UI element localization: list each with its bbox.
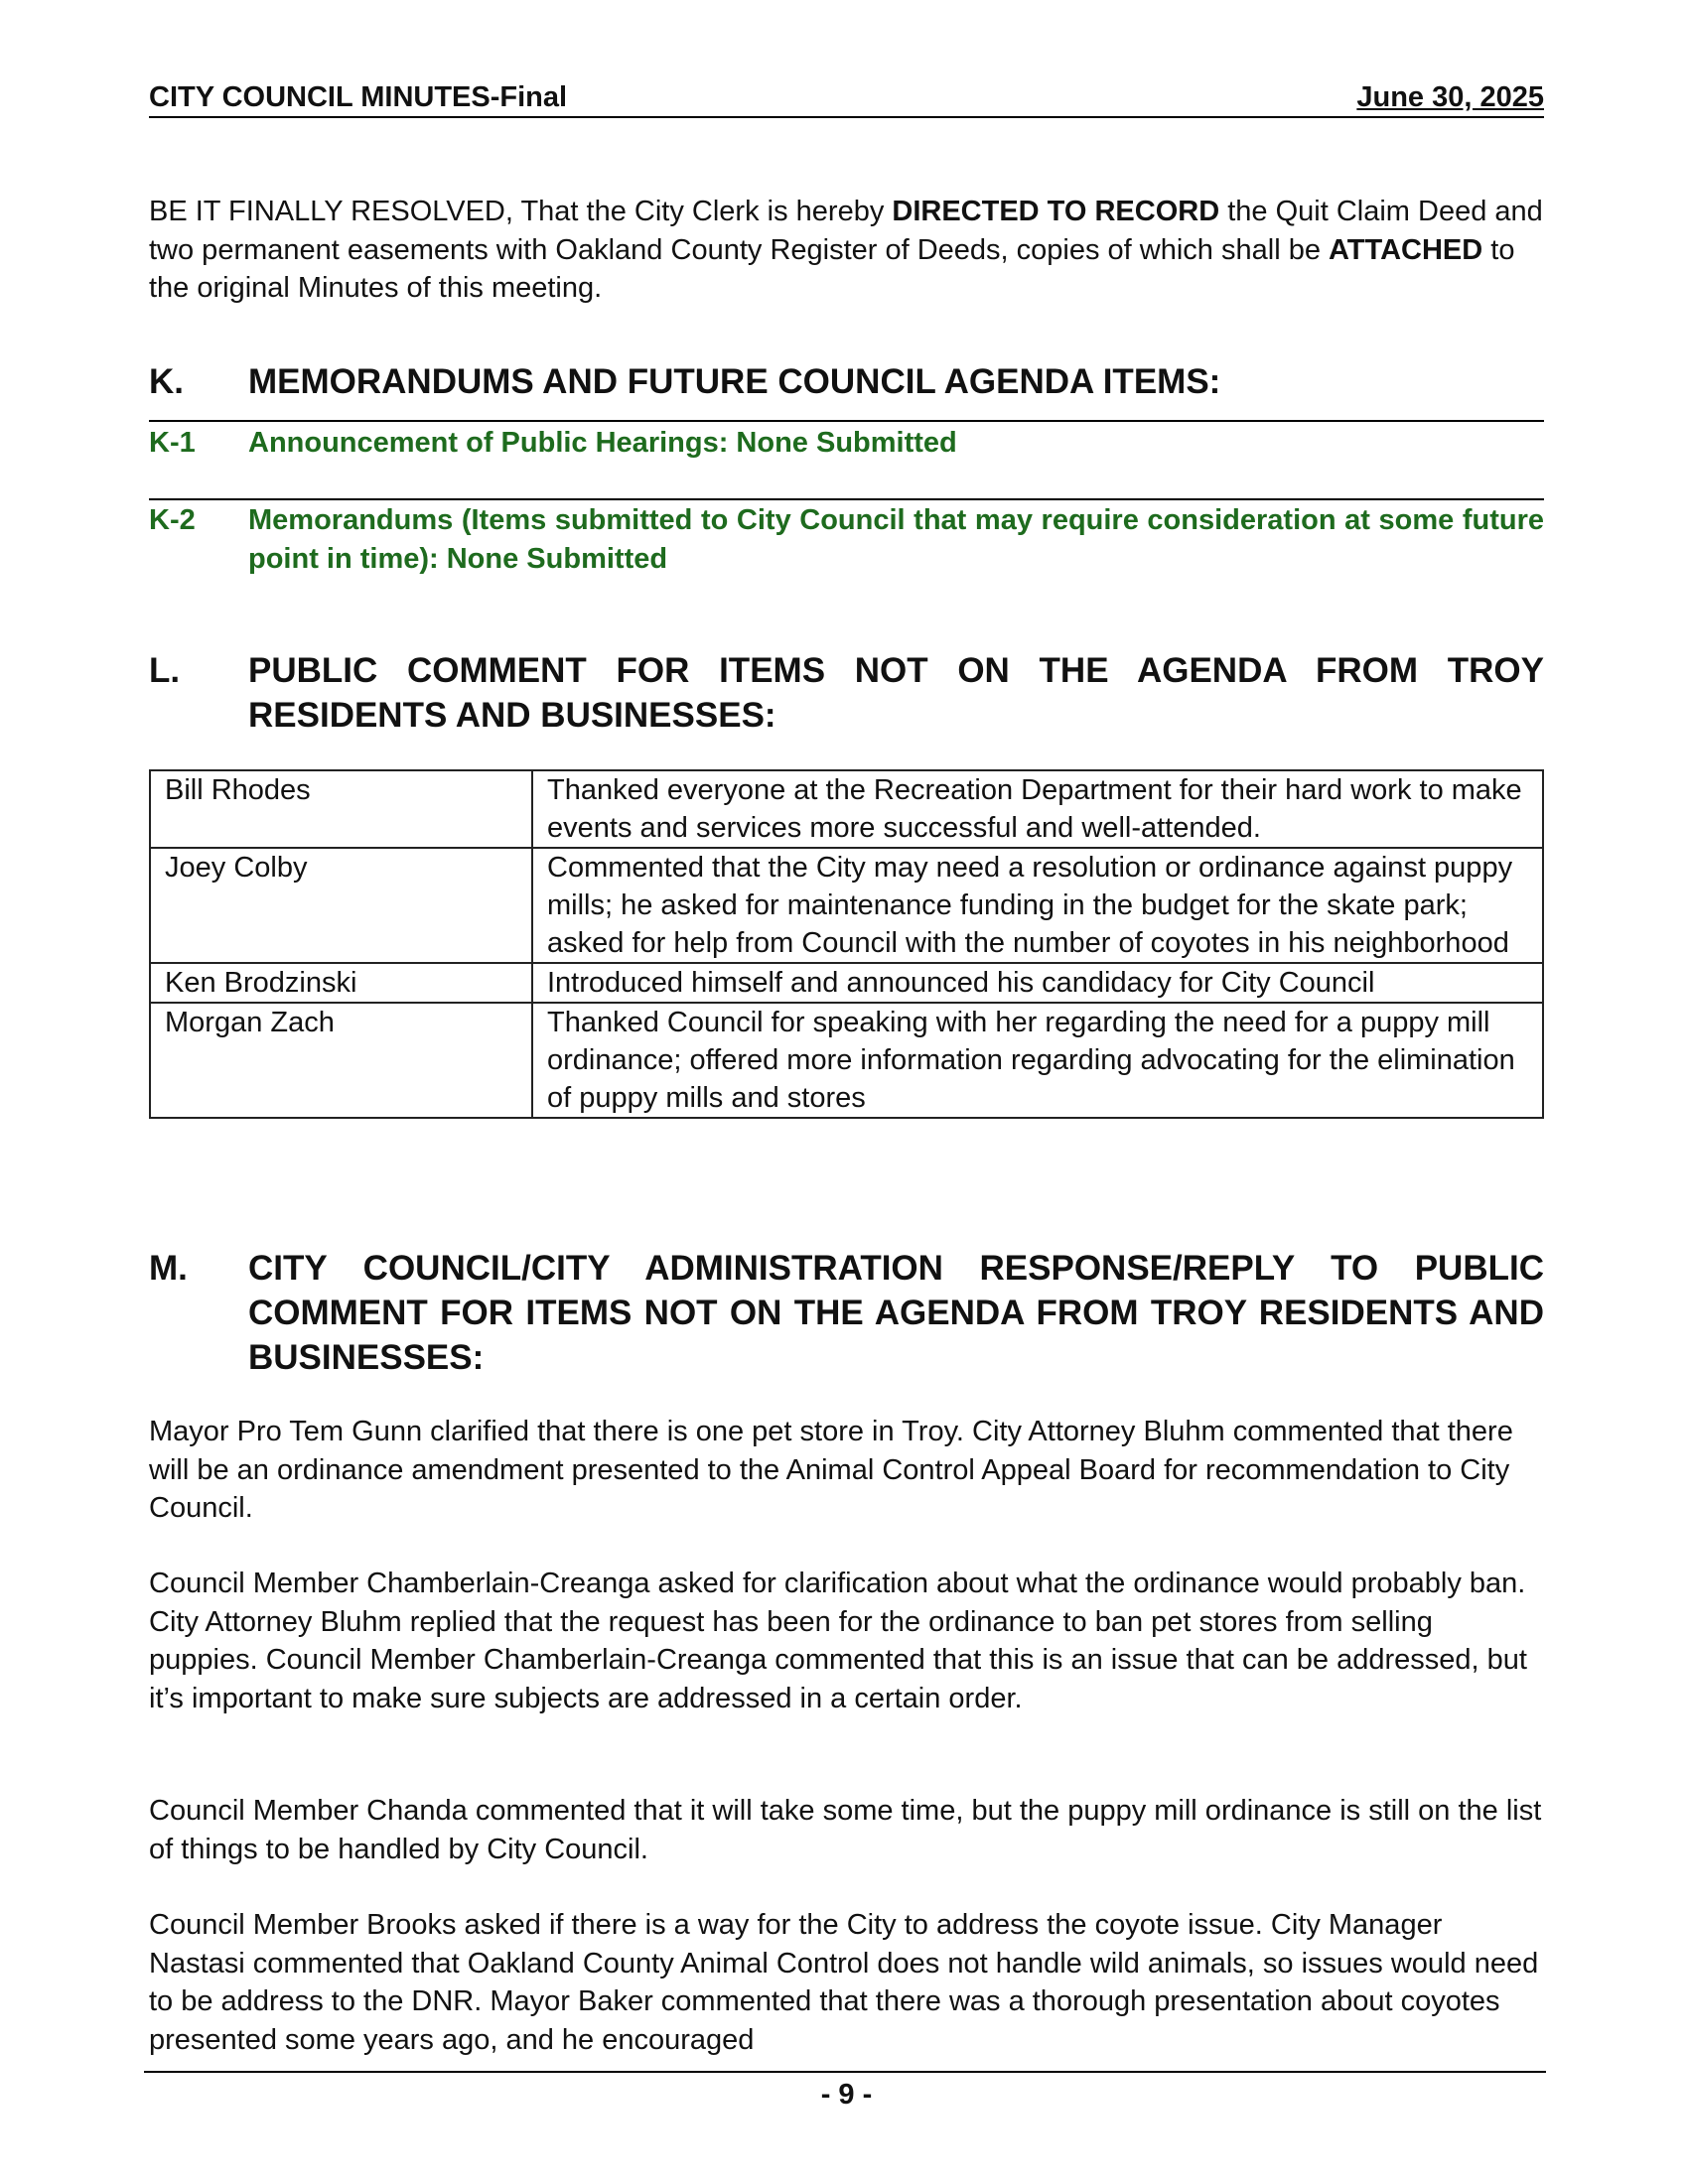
commenter-name: Joey Colby [150,848,532,963]
section-m-heading [149,1246,1544,1380]
response-paragraph-2: Council Member Chamberlain-Creanga asked for clarification about what the ordinance would probably ban. City Attorney Bluhm replied that the request has been for the ordinance to ban pet stores from selling puppies. Council Member Chamberlain-Creanga commented that this is an issue that can be addressed, but it’s important to make sure subjects are addressed in a certain order. [149,1568,1527,1714]
header-title: CITY COUNCIL MINUTES-Final [149,81,568,113]
table-row [150,963,1543,1003]
commenter-name: Ken Brodzinski [150,963,532,1003]
item-k2 [149,501,1544,578]
section-m-title: CITY COUNCIL/CITY ADMINISTRATION RESPONSE/REPLY TO PUBLIC COMMENT FOR ITEMS NOT ON THE AGENDA FROM TROY RESIDENTS AND BUSINESSES: [248,1249,1544,1377]
response-paragraph-4: Council Member Brooks asked if there is a way for the City to address the coyote issue. City Manager Nastasi commented that Oakland County Animal Control does not handle wild animals, so issues would need to be address to the DNR. Mayor Baker commented that there was a thorough presentation about coyotes presented some years ago, and he encouraged [149,1909,1539,2056]
section-l-title: PUBLIC COMMENT FOR ITEMS NOT ON THE AGENDA FROM TROY RESIDENTS AND BUSINESSES: [248,651,1544,735]
page-header [149,79,1544,118]
commenter-name: Bill Rhodes [150,770,532,848]
section-k-rule [149,420,1544,422]
public-comment-table [149,769,1544,1119]
footer-rule [144,2071,1546,2073]
item-k2-text: Memorandums (Items submitted to City Council that may require consideration at some future point in time): None Submitted [248,504,1544,575]
section-m-number: M. [149,1249,188,1288]
section-l-heading [149,648,1544,738]
item-k1 [149,424,1544,463]
item-k2-rule [149,498,1544,500]
section-k-number: K. [149,362,184,401]
resolution-bold-directed: DIRECTED TO RECORD [892,196,1220,227]
header-date: June 30, 2025 [1356,81,1544,113]
response-paragraph-1: Mayor Pro Tem Gunn clarified that there is one pet store in Troy. City Attorney Bluhm commented that there will be an ordinance amendment presented to the Animal Control Appeal Board for recommendation to City Council. [149,1416,1513,1524]
resolution-paragraph [149,193,1544,308]
table-row [150,770,1543,848]
resolution-text-mid: the Quit Claim Deed and two permanent easements with Oakland County Register of Deeds, copies of which shall be [149,196,1543,266]
item-k1-number: K-1 [149,427,196,459]
item-k1-text: Announcement of Public Hearings: None Submitted [248,427,957,459]
item-k2-number: K-2 [149,504,196,536]
resolution-text-pre: BE IT FINALLY RESOLVED, That the City Clerk is hereby [149,196,893,227]
resolution-text-post: to the original Minutes of this meeting. [149,233,1515,304]
page-number: - 9 - [820,2079,873,2111]
comment-text: Thanked Council for speaking with her regarding the need for a puppy mill ordinance; offered more information regarding advocating for the elimination of puppy mills and stores [532,1003,1543,1118]
comment-text: Thanked everyone at the Recreation Department for their hard work to make events and services more successful and well-attended. [532,770,1543,848]
commenter-name: Morgan Zach [150,1003,532,1118]
comment-text: Introduced himself and announced his candidacy for City Council [532,963,1543,1003]
section-k-title: MEMORANDUMS AND FUTURE COUNCIL AGENDA ITEMS: [248,362,1221,401]
resolution-bold-attached: ATTACHED [1329,233,1483,266]
section-l-number: L. [149,651,181,690]
comment-text: Commented that the City may need a resolution or ordinance against puppy mills; he asked for maintenance funding in the budget for the skate park; asked for help from Council with the number of coyotes in his neighborhood [532,848,1543,963]
table-row [150,848,1543,963]
section-k-heading [149,359,1544,404]
table-row [150,1003,1543,1118]
response-paragraph-3: Council Member Chanda commented that it will take some time, but the puppy mill ordinance is still on the list of things to be handled by City Council. [149,1795,1542,1865]
